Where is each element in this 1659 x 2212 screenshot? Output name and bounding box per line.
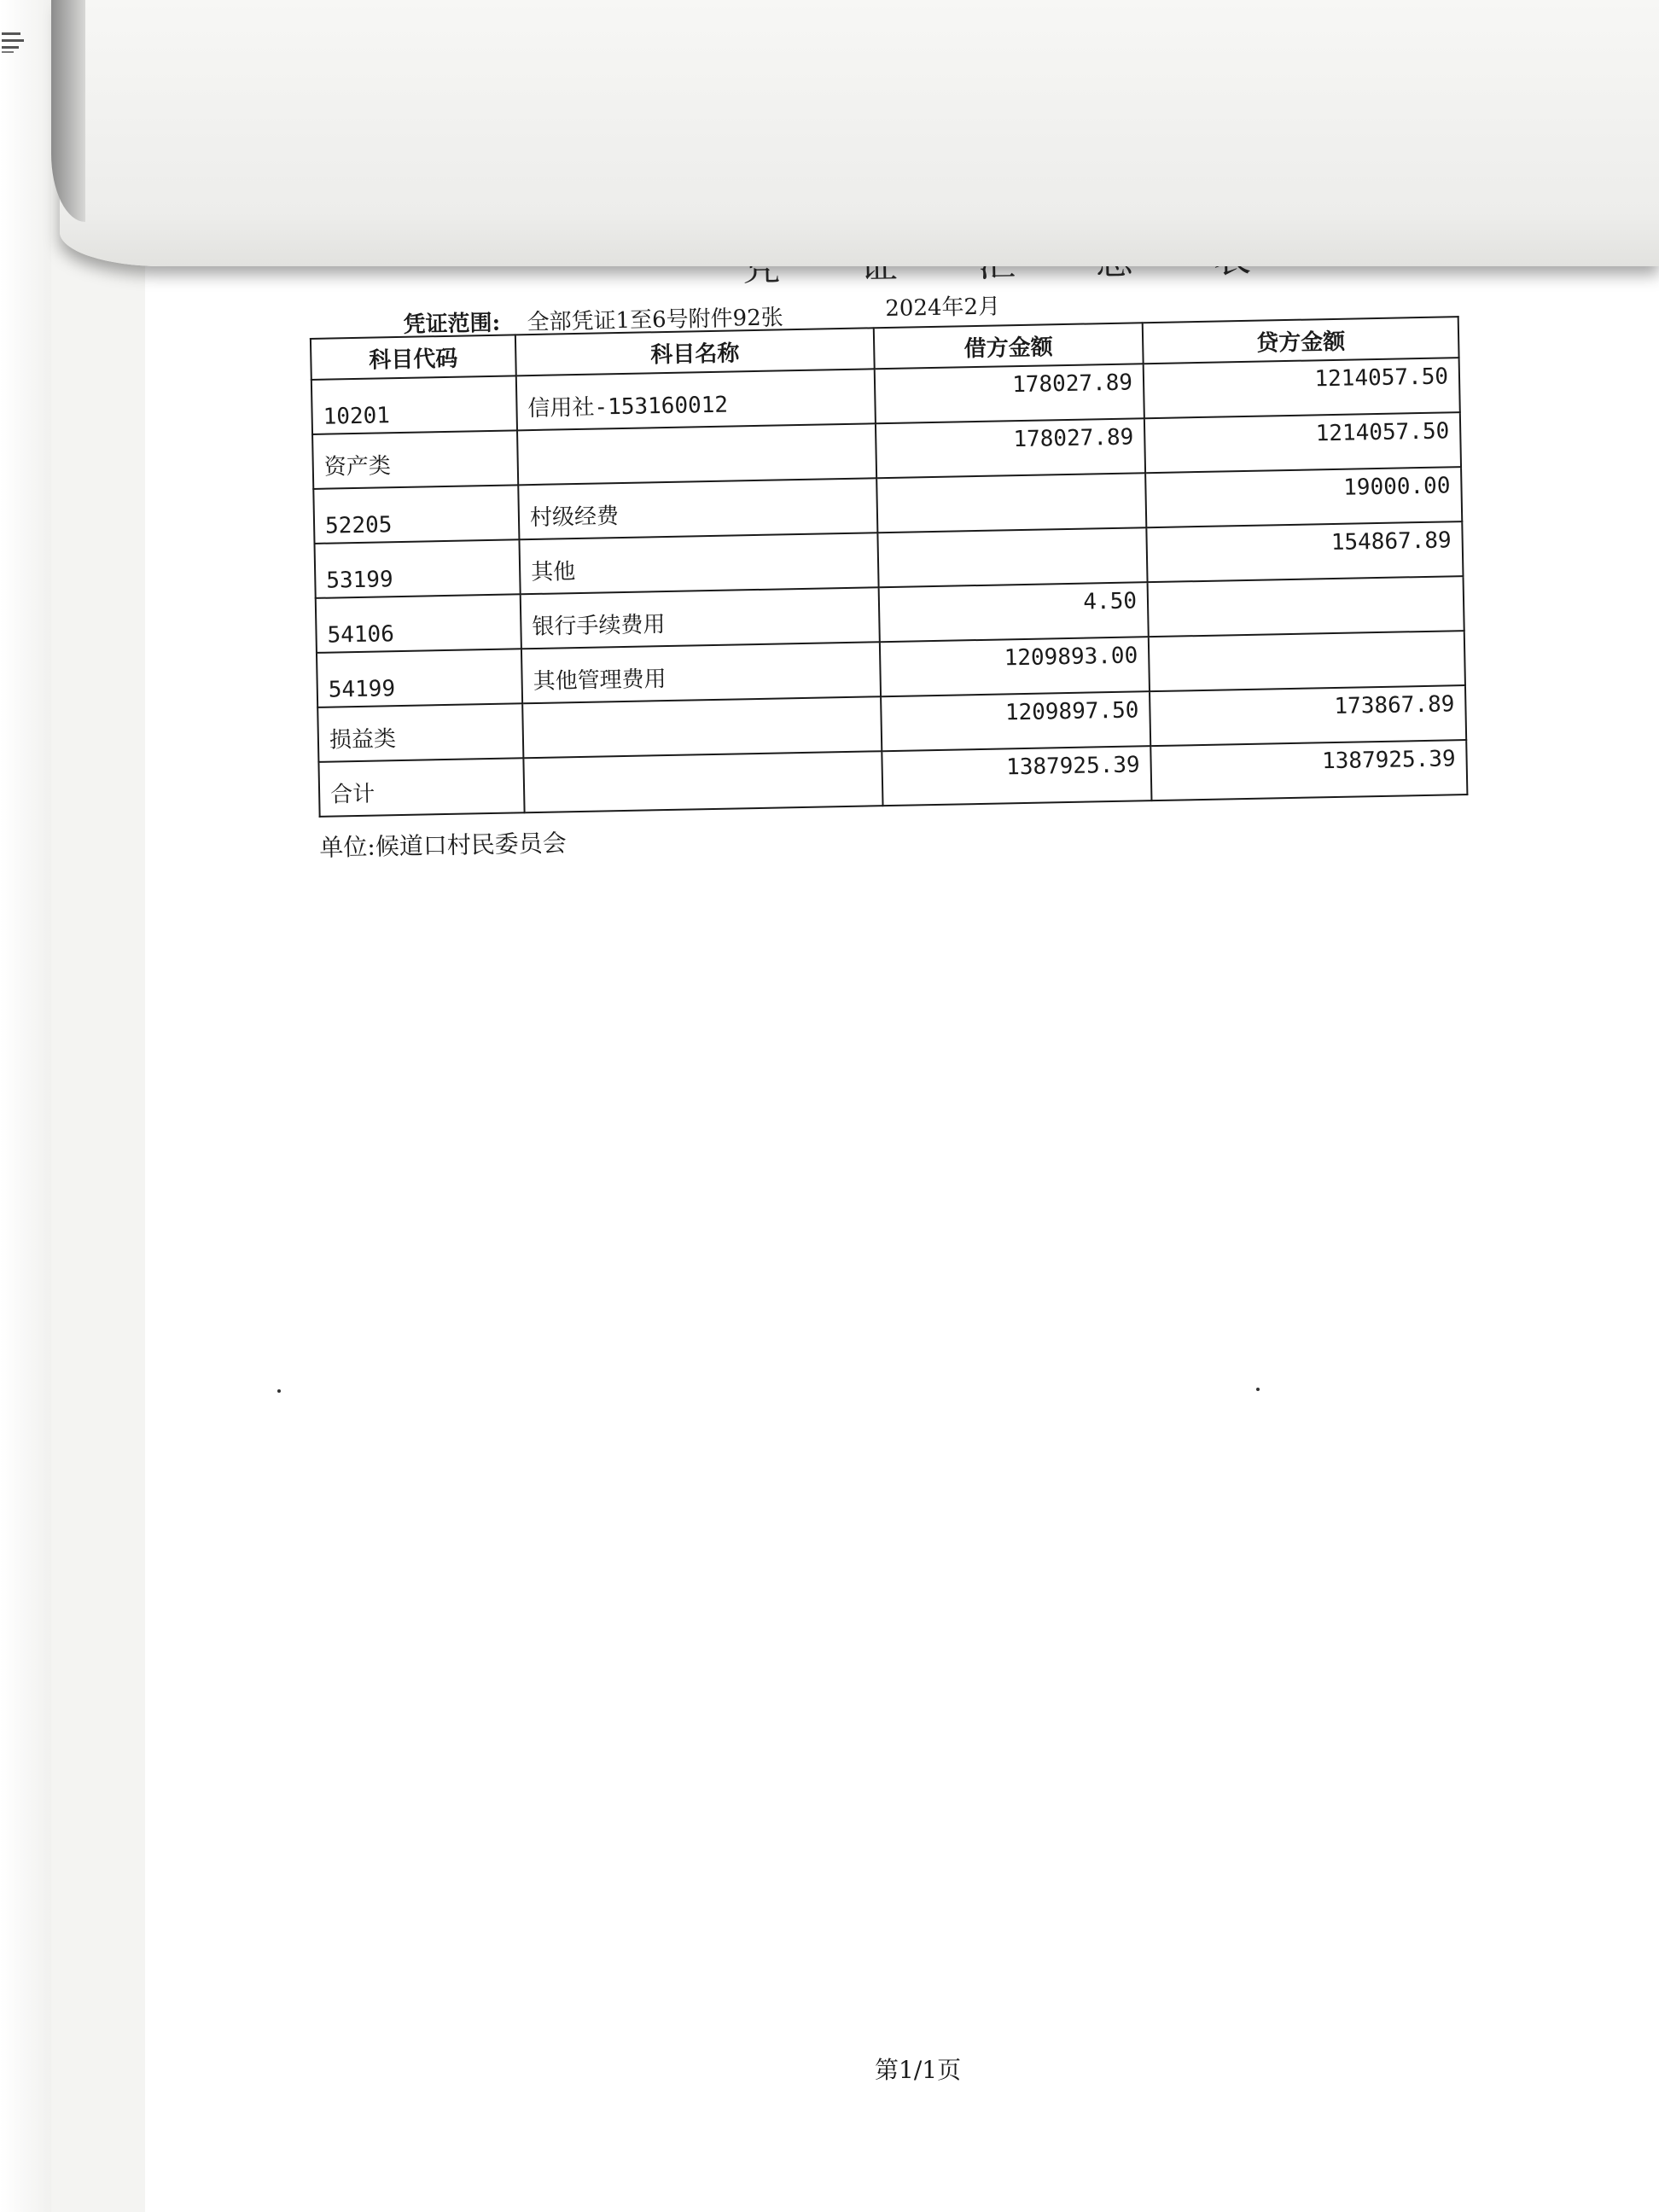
account-name: 银行手续费用 [521,587,880,649]
account-name [517,423,876,485]
scan-speck [277,1389,281,1393]
credit-amount [1149,631,1465,691]
account-code: 52205 [313,485,519,544]
credit-amount: 19000.00 [1145,467,1462,527]
column-header-credit: 贷方金额 [1143,317,1459,364]
credit-amount [1148,576,1464,637]
folded-sheet-overlay [60,0,1659,266]
account-code: 53199 [315,539,521,598]
credit-amount: 1387925.39 [1150,740,1467,800]
debit-amount: 1209897.50 [881,691,1150,751]
account-code: 10201 [311,375,517,434]
voucher-summary [309,276,1467,864]
account-name: 村级经费 [518,478,877,539]
scanner-edge [0,0,51,2212]
account-code: 54106 [316,594,521,653]
debit-amount [876,473,1146,533]
account-name: 其他 [519,533,878,594]
credit-amount: 173867.89 [1150,685,1466,746]
debit-amount: 4.50 [879,582,1149,642]
account-code: 损益类 [317,703,523,762]
debit-amount: 178027.89 [875,364,1144,423]
period-label: 2024年2月 [885,294,1001,323]
account-code: 资产类 [312,430,518,489]
account-code: 合计 [318,758,524,817]
column-header-code: 科目代码 [311,335,516,380]
column-header-debit: 借方金额 [874,323,1144,369]
credit-amount: 1214057.50 [1144,412,1461,473]
range-label: 凭证范围: [403,310,501,338]
range-value: 全部凭证1至6号附件92张 [527,305,783,336]
account-name [522,696,882,758]
debit-amount: 178027.89 [876,418,1145,478]
debit-amount: 1209893.00 [880,637,1150,696]
account-code: 54199 [317,649,522,707]
debit-amount: 1387925.39 [882,746,1151,806]
voucher-summary-table [310,316,1469,818]
credit-amount: 1214057.50 [1144,358,1460,418]
scan-speck [1256,1388,1260,1391]
account-name [516,369,876,430]
column-header-name: 科目名称 [515,328,875,375]
account-name [523,751,882,812]
account-name-text: 信用社-153160012 [527,392,729,422]
unit-label: 单位:候道口村民委员会 [319,829,568,862]
staple-icon [0,26,34,60]
credit-amount: 154867.89 [1146,521,1463,582]
debit-amount [877,527,1147,587]
account-name: 其他管理费用 [521,642,881,703]
page-number: 第1/1页 [875,2056,962,2084]
